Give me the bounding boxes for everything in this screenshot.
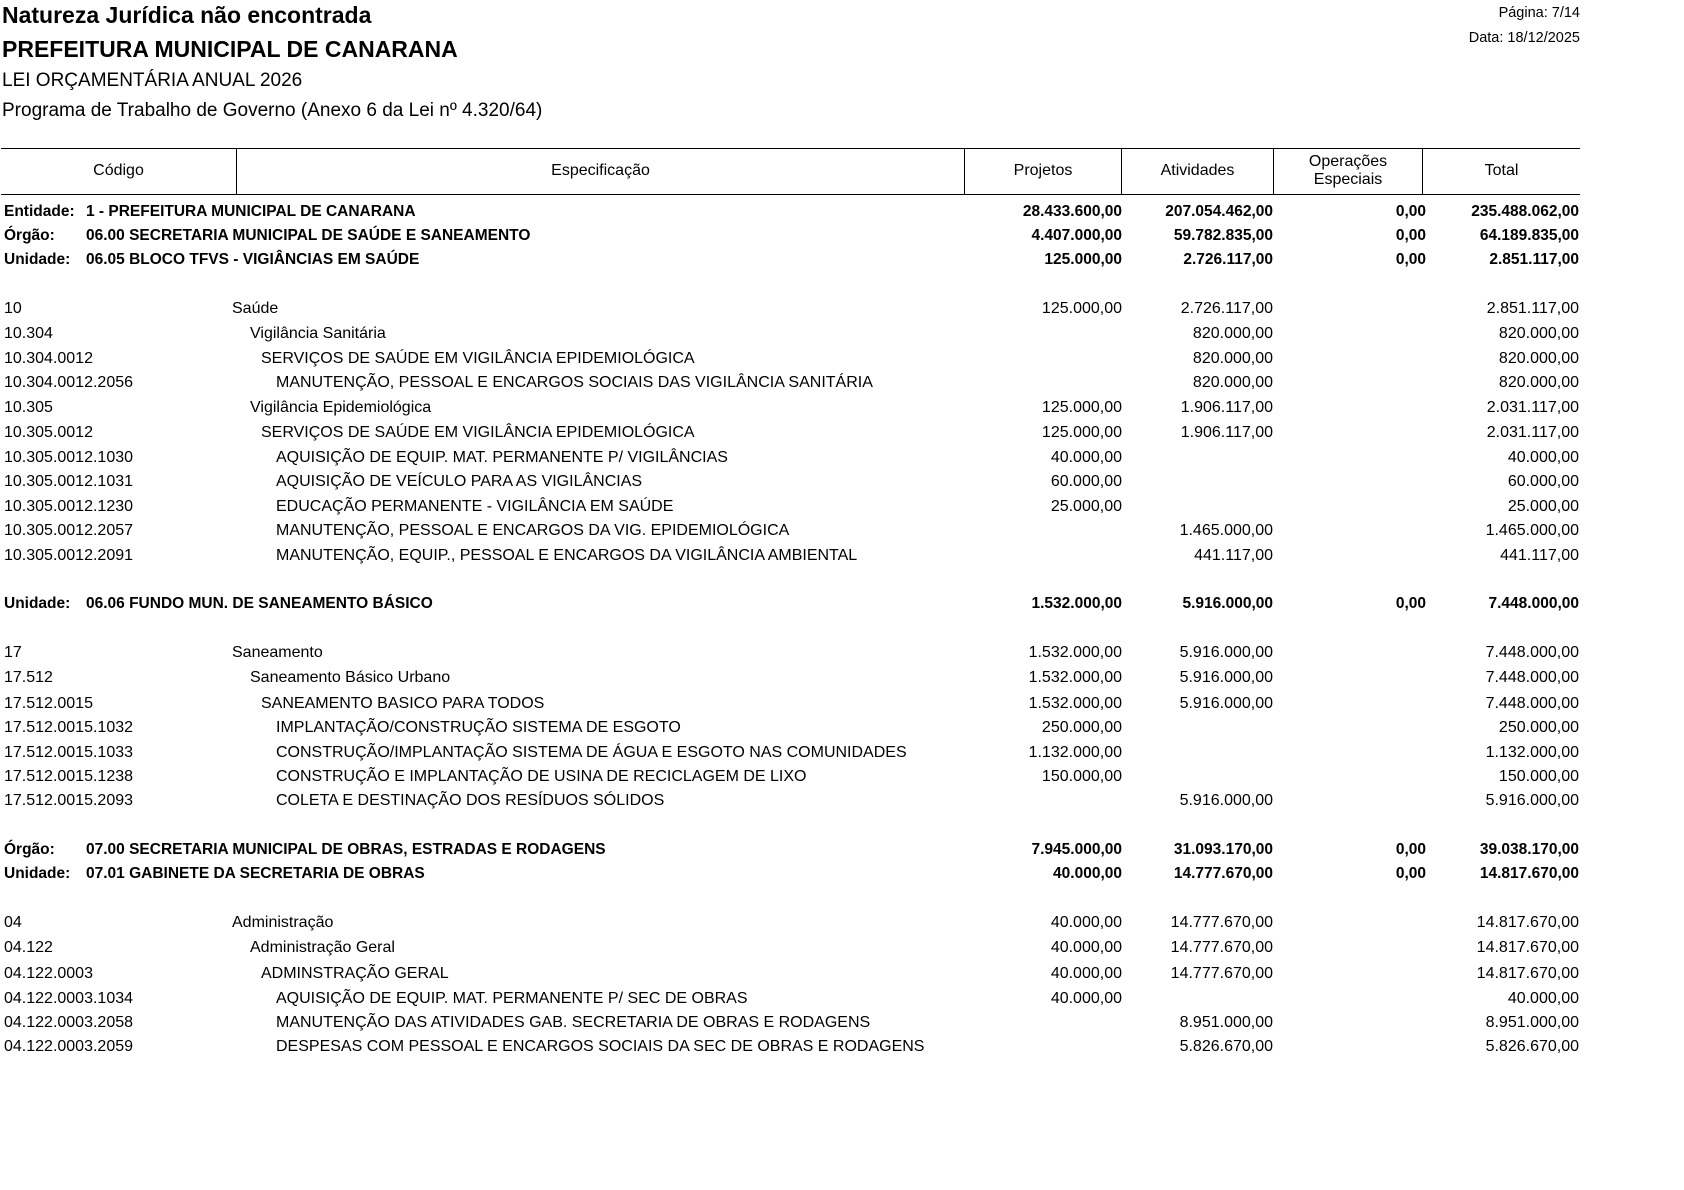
operacoes-value: 0,00 [1395, 865, 1426, 882]
page-number: Página: 7/14 [1498, 5, 1580, 21]
projetos-value: 250.000,00 [1041, 719, 1122, 736]
projetos-value: 125.000,00 [1041, 399, 1122, 416]
total-value: 7.448.000,00 [1488, 595, 1579, 612]
section-name: 07.00 SECRETARIA MUNICIPAL DE OBRAS, ESTRADAS E RODAGENS [86, 841, 606, 858]
atividades-value: 5.916.000,00 [1179, 792, 1273, 809]
program-code: 10.304 [4, 325, 53, 342]
program-code: 10.305.0012 [4, 424, 93, 441]
program-code: 17.512.0015.1033 [4, 744, 134, 761]
section-label: Unidade: [4, 595, 71, 612]
projetos-value: 7.945.000,00 [1031, 841, 1122, 858]
program-description: AQUISIÇÃO DE VEÍCULO PARA AS VIGILÂNCIAS [276, 473, 643, 490]
program-code: 17.512.0015.1238 [4, 768, 134, 785]
projetos-value: 1.132.000,00 [1028, 744, 1122, 761]
atividades-value: 14.777.670,00 [1170, 914, 1273, 931]
program-description: Saneamento Básico Urbano [250, 669, 451, 686]
projetos-value: 40.000,00 [1050, 965, 1122, 982]
total-value: 64.189.835,00 [1479, 227, 1579, 244]
atividades-value: 2.726.117,00 [1180, 300, 1273, 317]
total-value: 14.817.670,00 [1479, 865, 1579, 882]
program-code: 04.122.0003.2059 [4, 1038, 134, 1055]
table-row [0, 519, 1684, 543]
table-row [0, 962, 1684, 986]
operacoes-value: 0,00 [1395, 595, 1426, 612]
program-description: Saúde [232, 300, 279, 317]
projetos-value: 40.000,00 [1050, 914, 1122, 931]
atividades-value: 5.826.670,00 [1179, 1038, 1273, 1055]
municipality-title: PREFEITURA MUNICIPAL DE CANARANA [2, 36, 458, 62]
program-code: 04.122 [4, 939, 53, 956]
atividades-value: 59.782.835,00 [1173, 227, 1273, 244]
table-row [0, 322, 1684, 346]
table-row [0, 1011, 1684, 1035]
program-description: Administração [232, 914, 334, 931]
projetos-value: 28.433.600,00 [1022, 203, 1122, 220]
total-value: 2.851.117,00 [1486, 300, 1579, 317]
program-code: 17.512.0015.1032 [4, 719, 134, 736]
table-row [0, 495, 1684, 519]
table-row [0, 396, 1684, 420]
section-name: 06.00 SECRETARIA MUNICIPAL DE SAÚDE E SANEAMENTO [86, 227, 531, 244]
section-name: 1 - PREFEITURA MUNICIPAL DE CANARANA [86, 203, 416, 220]
table-row [0, 297, 1684, 321]
table-section-row [0, 862, 1684, 886]
table-row [0, 470, 1684, 494]
total-value: 820.000,00 [1498, 350, 1579, 367]
table-row [0, 347, 1684, 371]
table-row [0, 741, 1684, 765]
program-description: SERVIÇOS DE SAÚDE EM VIGILÂNCIA EPIDEMIOLÓGICA [261, 424, 695, 441]
atividades-value: 14.777.670,00 [1170, 965, 1273, 982]
operacoes-value: 0,00 [1395, 227, 1426, 244]
projetos-value: 1.532.000,00 [1028, 669, 1122, 686]
program-description: COLETA E DESTINAÇÃO DOS RESÍDUOS SÓLIDOS [276, 792, 665, 809]
program-code: 10.305.0012.1230 [4, 498, 134, 515]
program-code: 04.122.0003.1034 [4, 990, 134, 1007]
operacoes-value: 0,00 [1395, 251, 1426, 268]
atividades-value: 820.000,00 [1192, 325, 1273, 342]
projetos-value: 1.532.000,00 [1028, 695, 1122, 712]
atividades-value: 5.916.000,00 [1182, 595, 1273, 612]
total-value: 820.000,00 [1498, 325, 1579, 342]
total-value: 441.117,00 [1500, 547, 1579, 564]
table-row [0, 765, 1684, 789]
section-label: Órgão: [4, 841, 55, 858]
section-label: Unidade: [4, 865, 71, 882]
projetos-value: 150.000,00 [1041, 768, 1122, 785]
program-code: 17.512 [4, 669, 53, 686]
program-code: 10 [4, 300, 22, 317]
total-value: 40.000,00 [1507, 449, 1579, 466]
table-section-row [0, 838, 1684, 862]
total-value: 39.038.170,00 [1479, 841, 1579, 858]
projetos-value: 40.000,00 [1050, 449, 1122, 466]
program-description: IMPLANTAÇÃO/CONSTRUÇÃO SISTEMA DE ESGOTO [276, 719, 681, 736]
program-code: 10.305 [4, 399, 53, 416]
table-row [0, 641, 1684, 665]
total-value: 150.000,00 [1498, 768, 1579, 785]
section-name: 06.05 BLOCO TFVS - VIGIÂNCIAS EM SAÚDE [86, 251, 420, 268]
atividades-value: 207.054.462,00 [1165, 203, 1273, 220]
section-name: 06.06 FUNDO MUN. DE SANEAMENTO BÁSICO [86, 595, 433, 612]
projetos-value: 40.000,00 [1053, 865, 1122, 882]
program-code: 04.122.0003.2058 [4, 1014, 134, 1031]
program-description: Administração Geral [250, 939, 395, 956]
program-description: ADMINSTRAÇÃO GERAL [261, 965, 449, 982]
column-header-especificacao: Especificação [551, 162, 650, 179]
atividades-value: 1.465.000,00 [1179, 522, 1273, 539]
table-row [0, 789, 1684, 813]
column-header-operacoes: Operações Especiais [1308, 153, 1388, 188]
table-section-row [0, 224, 1684, 248]
program-description: MANUTENÇÃO, EQUIP., PESSOAL E ENCARGOS DA VIGILÂNCIA AMBIENTAL [276, 547, 858, 564]
program-code: 17.512.0015.2093 [4, 792, 134, 809]
atividades-value: 31.093.170,00 [1173, 841, 1273, 858]
program-code: 10.305.0012.2091 [4, 547, 134, 564]
projetos-value: 40.000,00 [1050, 939, 1122, 956]
operacoes-value: 0,00 [1395, 841, 1426, 858]
table-row [0, 987, 1684, 1011]
atividades-value: 1.906.117,00 [1180, 424, 1273, 441]
projetos-value: 1.532.000,00 [1031, 595, 1122, 612]
projetos-value: 60.000,00 [1050, 473, 1122, 490]
table-row [0, 911, 1684, 935]
table-row [0, 446, 1684, 470]
column-header-atividades: Atividades [1160, 162, 1235, 179]
projetos-value: 1.532.000,00 [1028, 644, 1122, 661]
total-value: 5.916.000,00 [1485, 792, 1579, 809]
total-value: 1.465.000,00 [1485, 522, 1579, 539]
table-section-row [0, 248, 1684, 272]
atividades-value: 8.951.000,00 [1179, 1014, 1273, 1031]
program-code: 04 [4, 914, 22, 931]
total-value: 2.851.117,00 [1489, 251, 1579, 268]
total-value: 5.826.670,00 [1485, 1038, 1579, 1055]
total-value: 40.000,00 [1507, 990, 1579, 1007]
table-row [0, 421, 1684, 445]
projetos-value: 125.000,00 [1041, 300, 1122, 317]
program-description: MANUTENÇÃO, PESSOAL E ENCARGOS DA VIG. EPIDEMIOLÓGICA [276, 522, 790, 539]
section-name: 07.01 GABINETE DA SECRETARIA DE OBRAS [86, 865, 425, 882]
operacoes-value: 0,00 [1395, 203, 1426, 220]
atividades-value: 820.000,00 [1192, 350, 1273, 367]
table-row [0, 666, 1684, 690]
table-row [0, 371, 1684, 395]
program-description: DESPESAS COM PESSOAL E ENCARGOS SOCIAIS DA SEC DE OBRAS E RODAGENS [276, 1038, 925, 1055]
atividades-value: 14.777.670,00 [1170, 939, 1273, 956]
atividades-value: 2.726.117,00 [1183, 251, 1273, 268]
table-row [0, 692, 1684, 716]
projetos-value: 4.407.000,00 [1031, 227, 1122, 244]
program-code: 17.512.0015 [4, 695, 93, 712]
section-label: Órgão: [4, 227, 55, 244]
program-description: SERVIÇOS DE SAÚDE EM VIGILÂNCIA EPIDEMIOLÓGICA [261, 350, 695, 367]
program-subtitle: Programa de Trabalho de Governo (Anexo 6 da Lei nº 4.320/64) [2, 100, 543, 121]
nature-title: Natureza Jurídica não encontrada [2, 2, 372, 28]
total-value: 7.448.000,00 [1485, 669, 1579, 686]
report-date: Data: 18/12/2025 [1468, 30, 1580, 46]
total-value: 8.951.000,00 [1485, 1014, 1579, 1031]
program-description: EDUCAÇÃO PERMANENTE - VIGILÂNCIA EM SAÚDE [276, 498, 674, 515]
atividades-value: 5.916.000,00 [1179, 695, 1273, 712]
total-value: 2.031.117,00 [1486, 424, 1579, 441]
table-section-row [0, 200, 1684, 224]
program-description: SANEAMENTO BASICO PARA TODOS [261, 695, 545, 712]
program-description: AQUISIÇÃO DE EQUIP. MAT. PERMANENTE P/ VIGILÂNCIAS [276, 449, 728, 466]
program-description: Vigilância Sanitária [250, 325, 386, 342]
total-value: 60.000,00 [1507, 473, 1579, 490]
atividades-value: 5.916.000,00 [1179, 644, 1273, 661]
table-row [0, 716, 1684, 740]
total-value: 7.448.000,00 [1485, 695, 1579, 712]
column-header-total: Total [1484, 162, 1519, 179]
total-value: 14.817.670,00 [1476, 939, 1579, 956]
total-value: 25.000,00 [1507, 498, 1579, 515]
program-code: 10.304.0012.2056 [4, 374, 134, 391]
program-code: 10.305.0012.1031 [4, 473, 134, 490]
total-value: 2.031.117,00 [1486, 399, 1579, 416]
program-description: CONSTRUÇÃO/IMPLANTAÇÃO SISTEMA DE ÁGUA E ESGOTO NAS COMUNIDADES [276, 744, 907, 761]
header-bottom-rule [1, 194, 1580, 195]
total-value: 235.488.062,00 [1471, 203, 1579, 220]
total-value: 1.132.000,00 [1485, 744, 1579, 761]
total-value: 7.448.000,00 [1485, 644, 1579, 661]
total-value: 820.000,00 [1498, 374, 1579, 391]
program-description: MANUTENÇÃO DAS ATIVIDADES GAB. SECRETARIA DE OBRAS E RODAGENS [276, 1014, 871, 1031]
program-description: Vigilância Epidemiológica [250, 399, 432, 416]
projetos-value: 40.000,00 [1050, 990, 1122, 1007]
table-section-row [0, 592, 1684, 616]
total-value: 250.000,00 [1498, 719, 1579, 736]
table-row [0, 1035, 1684, 1059]
table-row [0, 544, 1684, 568]
atividades-value: 820.000,00 [1192, 374, 1273, 391]
atividades-value: 5.916.000,00 [1179, 669, 1273, 686]
program-code: 10.305.0012.1030 [4, 449, 134, 466]
total-value: 14.817.670,00 [1476, 914, 1579, 931]
projetos-value: 125.000,00 [1041, 424, 1122, 441]
atividades-value: 14.777.670,00 [1173, 865, 1273, 882]
column-header-codigo: Código [93, 162, 144, 179]
program-description: MANUTENÇÃO, PESSOAL E ENCARGOS SOCIAIS DAS VIGILÂNCIA SANITÁRIA [276, 374, 873, 391]
projetos-value: 25.000,00 [1050, 498, 1122, 515]
program-description: CONSTRUÇÃO E IMPLANTAÇÃO DE USINA DE RECICLAGEM DE LIXO [276, 768, 807, 785]
program-code: 10.304.0012 [4, 350, 93, 367]
total-value: 14.817.670,00 [1476, 965, 1579, 982]
program-description: Saneamento [232, 644, 323, 661]
program-description: AQUISIÇÃO DE EQUIP. MAT. PERMANENTE P/ SEC DE OBRAS [276, 990, 748, 1007]
program-code: 04.122.0003 [4, 965, 93, 982]
program-code: 10.305.0012.2057 [4, 522, 134, 539]
program-code: 17 [4, 644, 22, 661]
column-header-projetos: Projetos [1013, 162, 1073, 179]
projetos-value: 125.000,00 [1044, 251, 1122, 268]
section-label: Unidade: [4, 251, 71, 268]
atividades-value: 1.906.117,00 [1180, 399, 1273, 416]
table-row [0, 936, 1684, 960]
atividades-value: 441.117,00 [1194, 547, 1273, 564]
section-label: Entidade: [4, 203, 75, 220]
budget-law-title: LEI ORÇAMENTÁRIA ANUAL 2026 [2, 70, 303, 91]
